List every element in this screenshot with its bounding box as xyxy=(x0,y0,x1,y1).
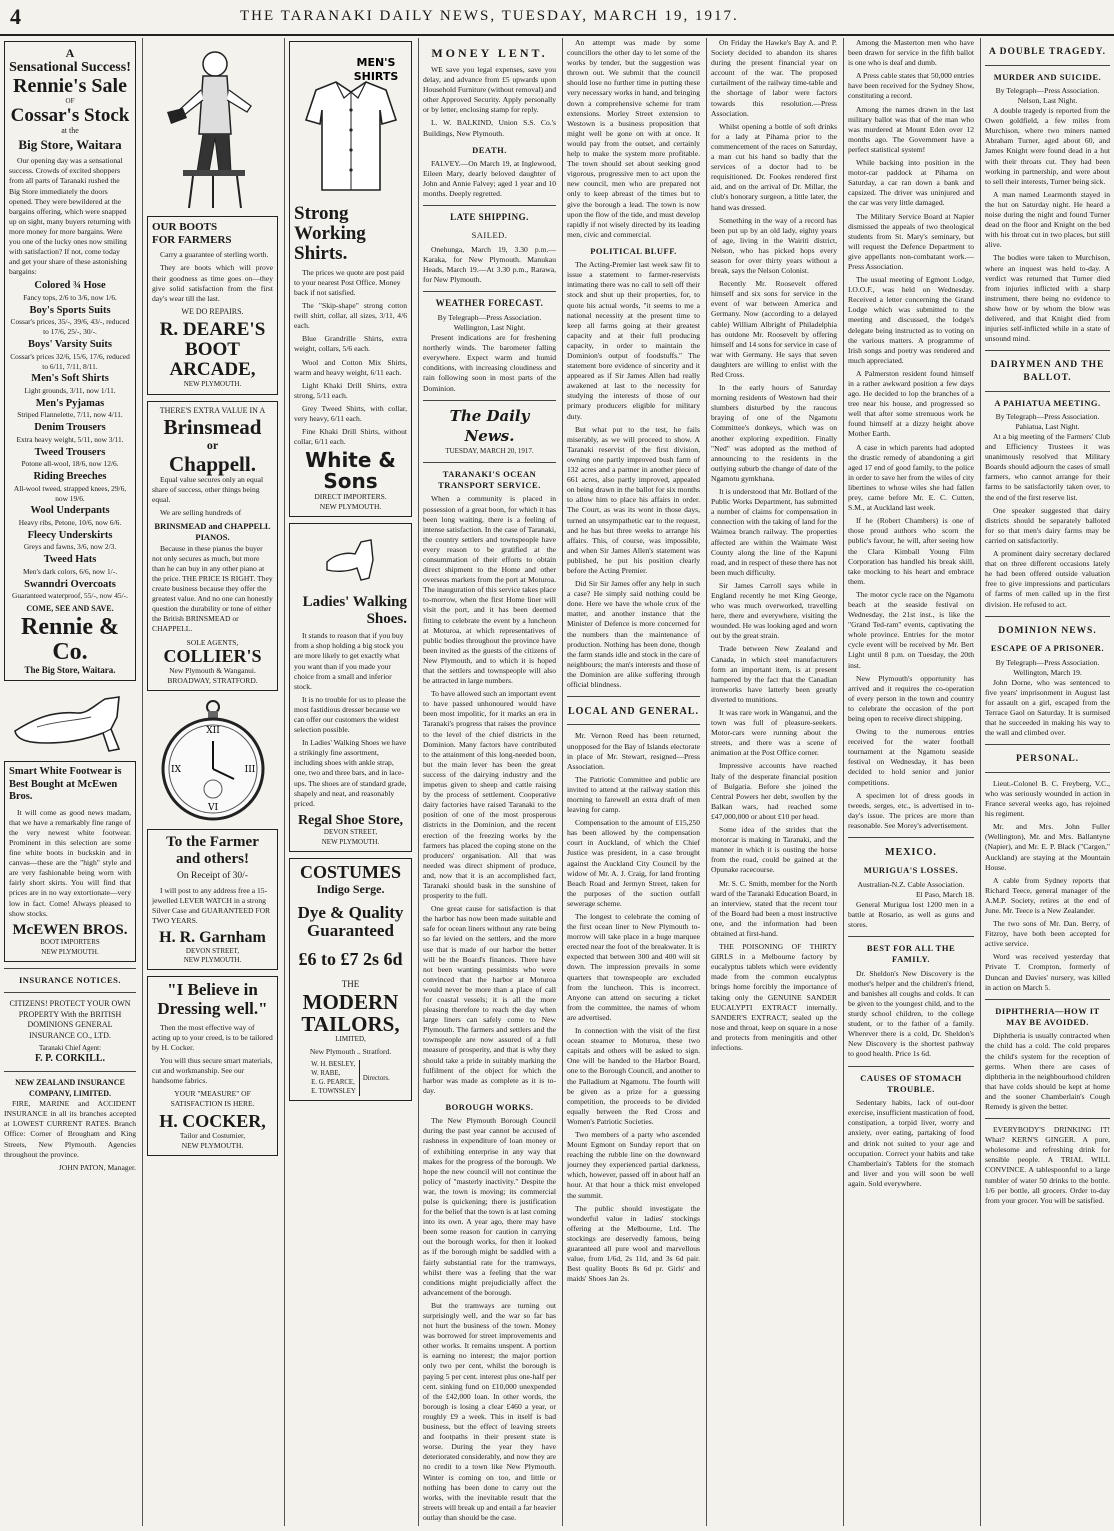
news-paragraph: New Plymouth's opportunity has arrived and it requires the co-operation of every person in the town and country to celebrate the occasion of the port being open to receive direct shipping. xyxy=(848,673,974,723)
insurance-agent: F. P. CORKILL. xyxy=(34,1052,106,1064)
dairymen-paragraph: A prominent dairy secretary declared that on three different occasions lately he had been offered outside valuation free to give impressions and particulars of farms of men called up in the first division. He refused to act. xyxy=(985,549,1110,609)
news-paragraph: On Friday the Hawke's Bay A. and P. Society decided to abandon its shares during the present financial year on account of the war. The proposed curtailment of the railway time-table and the shortage of labor were factors towards this resolution.—Press Association. xyxy=(711,38,837,118)
personal-paragraph: Word was received yesterday that Private T. Crompton, formerly of Duncan and Davies' nursery, was killed in action on March 5. xyxy=(985,952,1110,992)
local-paragraph: In connection with the visit of the first ocean steamer to Moturoa, these two capitals and others will be asked to sign. One will be handed to the Harbor Board, one to the Borough Council, and another to the Palladium at Ngamotu. The fourth will be given as a prize for a guessing competition, the proceeds to be divided equally between the Red Cross and Women's Patriotic Societies. xyxy=(567,1026,700,1126)
divider xyxy=(423,291,556,292)
white-lead: The prices we quote are post paid to your nearest Post Office. Money back if not satisfied. xyxy=(294,267,405,297)
collier-chappell: Chappell. xyxy=(169,451,256,476)
local-paragraph: Two members of a party who ascended Mount Egmont on Sunday report that on reaching the rubble line on the downward journey they experienced partial darkness, which, however, passed off in about half an hour. At that hour a thick mist enveloped the summit. xyxy=(567,1129,700,1200)
divider xyxy=(985,616,1110,617)
cocker-motto: YOUR "MEASURE" OF SATISFACTION IS HERE. xyxy=(170,1089,255,1109)
newspaper-title: THE TARANAKI DAILY NEWS, TUESDAY, MARCH 19, 1917. xyxy=(240,8,739,24)
cocker-body2: You will thus secure smart materials, cut and workmanship. See our handsome fabrics. xyxy=(152,1056,273,1086)
divider xyxy=(4,968,136,969)
borough-paragraph: The New Plymouth Borough Council during the past year cannot be accused of rashness in expenditure of loan money or of exhibiting enterprise in any way that makes for the progress of the borough. We hope the new council will not continue the policy of "masterly inactivity." Despite the war, the town is moving; its commercial pulse is quickening; there is justification for the belief that the town is at last coming into its own. A year ago, there may have been some reason for caution in carrying out the borough works, for then it looked as if the borough might be saddled with a fairly substantial rate for the tramways, whilst there was a feeling that the war conditions might prejudicially affect the advancement of the borough. xyxy=(423,1116,556,1297)
svg-text:III: III xyxy=(244,765,255,776)
daily-news-date: TUESDAY, MARCH 20, 1917. xyxy=(445,446,534,455)
dairymen-byline: By Telegraph—Press Association. Pahiatua, Last Night. xyxy=(995,411,1100,431)
deare-name3: ARCADE, xyxy=(169,359,256,381)
divider xyxy=(985,744,1110,745)
shirt-illustration xyxy=(296,50,406,200)
big-store: Big Store, Waitara xyxy=(18,136,122,152)
garnham-name: H. R. Garnham xyxy=(159,929,266,947)
mexico-byline: Australian-N.Z. Cable Association. xyxy=(857,879,965,889)
rennie-co: Rennie & Co. xyxy=(21,613,119,665)
column-5 xyxy=(562,38,704,1526)
divider xyxy=(567,696,700,697)
column-2 xyxy=(142,38,282,1526)
news-paragraph: Sir James Carroll says while in England recently he met King George, who was much overworked, travelling here, there and everywhere, visiting the wounded. He was looking aged and worn out by the great strain. xyxy=(711,580,837,641)
cossars-stock: Cossar's Stock xyxy=(10,105,130,127)
shirts-label: SHIRTS xyxy=(353,70,398,83)
white-town: NEW PLYMOUTH. xyxy=(319,502,382,512)
dominion-byline: By Telegraph—Press Association. Wellington, March 19. xyxy=(995,657,1100,677)
local-paragraph: Compensation to the amount of £15,250 has been allowed by the compensation court in Auckland, of which the Chief Justice was president, in a case brought against the Auckland City Council by the widow of Mr. A. J. Craig, for land fronting Beach Road and Jermyn Street, taken for the purposes of the suction outfall sewerage scheme. xyxy=(567,818,700,908)
white-item: The "Skip-shape" strong cotton twill shirt, collar, all sizes, 3/11, 4/6 each. xyxy=(294,301,407,331)
cocker-name: H. COCKER, xyxy=(159,1111,266,1132)
director-name: E. G. PEARCE, xyxy=(311,1079,355,1087)
dairymen-heading: DAIRYMEN AND THE BALLOT. xyxy=(990,360,1105,383)
deare-head2: FOR FARMERS xyxy=(152,234,232,247)
white-item: Grey Tweed Shirts, with collar, very heavy, 6/11 each. xyxy=(294,403,407,424)
white-sons-advert xyxy=(289,41,412,517)
deare-town: NEW PLYMOUTH. xyxy=(183,380,242,389)
ocean-paragraph: When a community is placed in possession of a great boon, for which it has been long waiting, there is a feeling of intense satisfaction. In the case of Taranaki, the country settlers and townspeople have every reason to be gratified at the consummation of their efforts to obtain direct shipment to the Home and other overseas markets from the port at Moturoa. The inauguration of this service takes place to-morrow, when the first Home liner will visit the port, and it has been deemed fitting to celebrate the event by a luncheon at Moturoa, at which representatives of public bodies throughout the province have been invited as the guests of the citizens of New Plymouth, and to which it is hoped that the settlers and townspeople will also be attracted in large numbers. xyxy=(423,494,556,686)
collier-pianos: BRINSMEAD and CHAPPELL PIANOS. xyxy=(154,521,271,543)
divider xyxy=(423,205,556,206)
ocean-heading: TARANAKI'S OCEAN TRANSPORT SERVICE. xyxy=(438,468,541,491)
mexico-subheading: MURIGUA'S LOSSES. xyxy=(863,865,959,876)
svg-text:VI: VI xyxy=(207,803,218,814)
collier-body2: We are selling hundreds of xyxy=(160,507,242,517)
deare-advert xyxy=(147,216,278,395)
rennie-item: Swanndri Overcoats Guaranteed waterproof, 55/-, now 45/-. xyxy=(12,578,128,601)
regal-street: DEVON STREET, xyxy=(323,828,378,837)
white-strong: Strong Working Shirts. xyxy=(294,203,366,264)
divider xyxy=(985,999,1110,1000)
collier-towns: New Plymouth & Wanganui. xyxy=(169,666,256,676)
bootmaker-illustration xyxy=(153,42,273,212)
ocean-paragraph: To have allowed such an important event to have passed unhonoured would have been most impolitic, for it marks an era in Taranaki's progress that raises the province to the level of the chief districts in the Dominion. Many factors have contributed to the attainment of this long-needed boon, but the main lever has been the great success of the dairying industry and the impetus given to sheep and cattle raising by the process of settlement. Cooperative dairy factories have raised Taranaki to the position of one of the most prosperous districts in the Dominion, and the recent erection of the freezing works by the farmers has placed the coping stone on the producers' organisation. All that was needed was direct shipment of produce, and, now that it is an accomplished fact, Taranaki should bask in the sunshine of prosperity to the full. xyxy=(423,689,556,901)
garnham-town: NEW PLYMOUTH. xyxy=(183,956,242,965)
news-paragraph: If he (Robert Chambers) is one of those proud authors who scorn the public's favour, he will, after seeing how the Clara Kimball Young Film Corporation has handled his break skill, take mocking to his heart and embrace them. xyxy=(848,516,974,586)
rennie-store-footer: The Big Store, Waitara. xyxy=(24,665,116,676)
news-paragraph: Mr. S. C. Smith, member for the North ward of the Taranaki Education Board, in an interview, stated that the recent tour of the Board had been a most instructive one, and the information had been obtained at first-hand. xyxy=(711,878,837,938)
rennie-sensational: Sensational Success! xyxy=(9,60,131,76)
money-lent-heading: MONEY LENT. xyxy=(431,46,548,60)
garnham-advert xyxy=(147,829,278,970)
deare-name1: R. DEARE'S xyxy=(159,319,266,341)
news-paragraph: Whilst opening a bottle of soft drinks for a lady at Pihama prior to the commencement of the races on Saturday, a man cut his hand so badly that the services of a doctor had to be requisitioned. Dr. Fookes rendered first aid, and on the arrival of Dr. Millar, the club's honorary surgeon, a little later, the hand was dressed. xyxy=(711,121,837,212)
tragedy-paragraph: A double tragedy is reported from the Owen goldfield, a few miles from Murchison, where two miners named Abraham Turner, aged about 60, and James Knight were found dead in a hut with their throats cut. They had been working in partnership, and were about to sell their interests, Turner being sick. xyxy=(985,106,1110,186)
rennie-item: Tweed Trousers Potone all-wool, 18/6, now 12/6. xyxy=(21,446,119,469)
deare-name2: BOOT xyxy=(185,339,240,361)
bluff-paragraph: But what put to the test, he fails miserably, as we will proceed to show. A Taranaki reservist of the first division, owning one partly improved bush farm of 132 acres and a partner in another piece of 661 acres, also partly improved, appealed on being drawn in the ballot for six months to allow him to place his affairs in order. The Court, as was its wont in those days, turned an unsympathetic ear to the request, and he has but three weeks to arrange his affairs. This, of course, was impossible, and when Sir James Allen's statement was published, he put his position clearly before the Acting Premier. xyxy=(567,424,700,575)
news-paragraph: Impressive accounts have reached Italy of the desperate financial position of Bulgaria. Before she joined the Central Powers her debt, swollen by the Balkan wars, had reached some £47,000,000 or about £10 per head. xyxy=(711,761,837,821)
tragedy-paragraph: A man named Learmonth stayed in the hut on Saturday night. He heard a noise during the night and found Turner dead on the floor and Knight on the bed with his throat cut in two places, but still alive. xyxy=(985,189,1110,250)
deare-lead: Carry a guarantee of sterling worth. xyxy=(160,250,269,260)
bluff-paragraph: Did Sir Sir James offer any help in such a case? He simply said nothing could be done. Here we have the whole crux of the matter, and another instance that the Minister of Defence is more concerned for the numbers than the maintenance of production. Nothing has been done, though the farm stands idle and stock in the care of neighbours; the man's interests and those of the Dominion are alike suffering through official blindness. xyxy=(567,579,700,690)
stomach-body: Sedentary habits, lack of out-door exercise, insufficient mastication of food, constipation, a torpid liver, worry and anxiety, over eating, partaking of food and drink not suited to your age and occupation. Correct your habits and take Chamberlain's Tablets for the stomach and liver and you will soon be well again. Sold everywhere. xyxy=(848,1098,974,1188)
news-paragraph: It was rare work in Wanganui, and the town was full of pleasure-seekers. Motor-cars were running about the streets, and there was a scene of animation at the Post Office corner. xyxy=(711,708,837,758)
rennie-item: Wool Underpants Heavy ribs, Petone, 10/6, now 6/6. xyxy=(18,505,122,527)
director-name: W. H. BESLEY, xyxy=(311,1061,356,1069)
regal-name: Regal Shoe Store, xyxy=(297,812,404,828)
rennie-intro: Our opening day was a sensational success. Crowds of excited shoppers from all parts of Taranaki rushed the Big Store immediately the doors opened. They were bewildered at the bargains offering, which were snapped up on sight, many buyers returning with more money for more bargains. Were you one of the lucky ones now smiling with satisfaction? If not, come today and get your share of these astonishing bargains: xyxy=(9,156,131,277)
news-paragraph: Among the names drawn in the last military ballot was that of the man who was murdered at Mount Eden over 12 months ago. The Government have a perfect statistical system! xyxy=(848,104,974,154)
weather-heading: WEATHER FORECAST. xyxy=(435,297,544,308)
white-item: Blue Grandrille Shirts, extra weight, collars, 5/6 each. xyxy=(294,334,407,354)
mexico-body: General Murigua lost 1200 men in a battle at Rosario, as well as guns and stores. xyxy=(848,899,974,929)
mcewen-advert xyxy=(4,761,136,962)
rennie-item: Boys' Varsity Suits Cossar's prices 32/6, 15/6, 17/6, reduced to 6/11, 7/11, 8/11. xyxy=(10,339,130,371)
tailors-costumes: COSTUMES xyxy=(299,861,402,882)
death-body: FALVEY.—On March 19, at Inglewood, Eileen Mary, dearly beloved daughter of John and Annie Falvey; aged 1 year and 10 months. Deeply regretted. xyxy=(423,158,556,199)
news-paragraph: A Press cable states that 50,000 entries have been received for the Sydney Show, constituting a record. xyxy=(848,71,974,101)
director-name: E. TOWNSLEY xyxy=(311,1088,356,1096)
regal-body2: It is no trouble for us to please the most fastidious dresser because we can offer our customers the widest selection possible. xyxy=(294,694,406,735)
local-general-heading: LOCAL AND GENERAL. xyxy=(567,706,700,718)
tailors-modern: MODERN xyxy=(302,989,399,1014)
white-name: White & Sons xyxy=(305,448,396,494)
diphtheria-body: Diphtheria is usually contracted when the child has a cold. The cold prepares the child's system for the reception of germs. When there are cases of diphtheria in the neighbourhood children that have colds should be kept at home and the sooner Chamberlain's Cough Remedy is given the better. xyxy=(985,1031,1110,1112)
personal-heading: PERSONAL. xyxy=(1015,754,1080,765)
dominion-subheading: ESCAPE OF A PRISONER. xyxy=(990,643,1105,654)
family-body: Dr. Sheldon's New Discovery is the mother's helper and the children's friend, and banishes all coughs and colds. It can be given to the youngest child, and to the sturdy school children, to the college student, or to the father of a family. Wherever there is a cold, Dr. Sheldon's New Discovery is the shortest pathway to good health. Price 1s 6d. xyxy=(848,968,974,1059)
news-paragraph: A case in which parents had adopted the drastic remedy of abandoning a girl aged 17 end of good family, to the police in order to save her from the wiles of city libertines to whose wiles she had fallen prey, came before Mr. E. C. Cutten, S.M., at Auckland last week. xyxy=(848,442,974,513)
rennie-at-the: at the xyxy=(61,126,79,136)
mcewen-name: McEWEN BROS. xyxy=(12,921,128,938)
tailors-guaranteed: Guaranteed xyxy=(307,920,394,940)
news-paragraph: Something in the way of a record has been put up by an old lady, eighty years of age, living in the Wairiti district, Nelson, who has picked hops every season for over thirty years without a break, says the Nelson Colonist. xyxy=(711,215,837,276)
shipping-sailed: SAILED. xyxy=(471,230,508,241)
weather-byline: By Telegraph—Press Association. Wellington, Last Night. xyxy=(437,312,542,332)
nz-insurance-name: NEW ZEALAND INSURANCE COMPANY, LIMITED. xyxy=(15,1077,125,1098)
tailors-towns: New Plymouth .. Stratford. xyxy=(309,1047,392,1057)
tailors-indigo: Indigo Serge. xyxy=(316,881,385,896)
bluff-heading: POLITICAL BLUFF. xyxy=(590,245,677,256)
cocker-sub: Tailor and Costumier, xyxy=(179,1131,246,1141)
news-paragraph: A specimen lot of dress goods in tweeds, serges, etc., is advertised in to-day's issue. The prices are more than reasonable. See Morey's advertisement. xyxy=(848,790,974,830)
insurance-heading: INSURANCE NOTICES. xyxy=(18,974,122,985)
tragedy-subheading: MURDER AND SUICIDE. xyxy=(993,71,1102,82)
news-paragraph: Recently Mr. Roosevelt offered himself and six sons for service in the event of war between America and Germany. Now (according to a delayed cable) William Albright of Philadelphia has outdone Mr. Roosevelt by offering himself and 14 sons for service in case of war with Germany. He says that seven daughters are willing to enlist with the Red Cross. xyxy=(711,279,837,379)
column-3 xyxy=(284,38,416,1526)
tailors-tailors: TAILORS, xyxy=(301,1011,400,1036)
news-paragraph: Trade between New Zealand and Canada, in which steel manufacturers form an important item, is at present hampered by the fact that the Canadian ironworks have latterly been greatly diverted to munitions. xyxy=(711,644,837,704)
ocean-paragraph: One great cause for satisfaction is that the harbor has now been made suitable and safe for ocean liners without any rate being so far levied on the settlers, and the more use that is made of our harbor the better will be the Board's finances. There have not been wanting pessimists who were convinced that the harbor at Moturoa would never be more than a place of call for coastal vessels; it is all the more pleasing therefore to reach the day when large liners can safely come to New Plymouth. The farmers and settlers and the townspeople are now assured of a full measure of prosperity, and that is why they should take a pride in suitably marking the fulfilment of the object for which the harbor was made as complete as it is to-day. xyxy=(423,904,556,1095)
news-paragraph: Owing to the numerous entries received for the water football tournament at the Ngamotu seaside festival on Wednesday, it has been decided to hold senior and junior competitions. xyxy=(848,727,974,787)
tailors-dye: Dye & Quality xyxy=(297,903,404,923)
rennie-come: COME, SEE AND SAVE. xyxy=(26,604,114,614)
dominion-heading: DOMINION NEWS. xyxy=(998,625,1097,636)
nz-insurance-manager: JOHN PATON, Manager. xyxy=(58,1162,136,1172)
mexico-dateline: El Paso, March 18. xyxy=(916,889,974,899)
local-paragraph: The Patriotic Committee and public are invited to attend at the railway station this morning to farewell an extra draft of men leaving for camp. xyxy=(567,774,700,815)
tragedy-paragraph: The bodies were taken to Murchison, where an inquest was held to-day. A verdict was returned that Turner died from injuries inflicted with a sharp instrument, there being no evidence to show how or by whom the blow was delivered, and that Knight died from injuries self-inflicted while in a state of unsound mind. xyxy=(985,253,1110,344)
regal-body1: It stands to reason that if you buy from a shop holding a big stock you are more likely to get exactly what you want than if you made your choice from a small and inferior stock. xyxy=(294,631,404,691)
page-number: 4 xyxy=(10,4,21,29)
rennie-advert xyxy=(4,41,136,681)
news-paragraph: THE POISONING OF THIRTY GIRLS in a Melbourne factory by eucalyptus tablets which were evidently made from the common eucalyptus brings home forcibly the importance of taking only the GENUINE SANDER EUCALYPTI EXTRACT internally. SANDER'S EXTRACT, sealed up the nose and throat, keep on square in a nose and protects from meningitis and other infections. xyxy=(711,942,837,1052)
dairymen-paragraph: At a big meeting of the Farmers' Club and Efficiency Trustees it was unanimously resolved that Military Boards should adjourn the cases of small farmers, who cannot arrange for their farms to be satisfactorily taken over, to the end of the first reserve list. xyxy=(985,432,1110,502)
deare-repairs: WE DO REPAIRS. xyxy=(181,306,244,316)
garnham-head2: and others! xyxy=(176,850,249,867)
news-paragraph: A Palmerston resident found himself in a rather awkward position a few days ago. He decided to lop the branches of a tree near his house, and progressed so well that after some strenuous work he found himself at a dizzy height above Mother Earth. xyxy=(848,368,974,439)
svg-text:IX: IX xyxy=(170,765,181,776)
regal-head: Ladies' Walking Shoes. xyxy=(302,594,407,627)
white-item: Fine Khaki Drill Shirts, without collar, 6/11 each. xyxy=(294,427,407,447)
local-paragraph: The public should investigate the wonderful value in ladies' stockings offering at the Melbourne, Ltd. The stockings are deservedly famous, being guaranteed all pure wool and marvellous value, from 1/6d, 2s 11d, and 3s 6d pair. Best quality Boots 8s 6d pr. Girls' and maids' Shoes Jan 2s. xyxy=(567,1203,700,1284)
cocker-advert xyxy=(147,976,278,1156)
mcewen-sub1: BOOT IMPORTERS xyxy=(40,938,100,947)
garnham-head1: To the Farmer xyxy=(166,834,259,851)
mcewen-sub2: NEW PLYMOUTH. xyxy=(41,947,99,956)
garnham-offer: On Receipt of 30/- xyxy=(177,871,248,882)
dairymen-paragraph: One speaker suggested that dairy districts should be separately balloted for so that men's dairy farms may be carried on satisfactorily. xyxy=(985,505,1110,545)
news-paragraph: The motor cycle race on the Ngamotu beach at the seaside festival on Wednesday, the 21st inst., is like the "Grand Ted-ram" events, captivating the whole province. Entries for the motor cycle event will be received by Mr. Bert Light until 8 p.m. on Tuesday, the 20th inst. xyxy=(848,589,974,670)
collier-name: COLLIER'S xyxy=(163,646,262,667)
bluff-paragraph: The Acting-Premier last week saw fit to issue a statement to farmer-reservists intimating there was no call to sell off their stock and shut up their properties, for, to quote his actual words, "it seems to me a national necessity at the present time to keep all farms going at their greatest capacity and at their full producing capacity, in order to maintain the Dominion's output of foodstuffs." The statement bore evidence of sincerity and it appeared as if Sir James Allen had really awakened at last to the necessity for studying the interests of those of our primary producers eligible for military duty. xyxy=(567,260,700,421)
collier-agents: SOLE AGENTS, xyxy=(186,637,239,647)
rennie-item: Tweed Hats Men's dark colors, 6/6, now 1/-. xyxy=(22,554,118,576)
news-paragraph: It is understood that Mr. Bollard of the Public Works Department, has submitted a number of claims for compensation in connection with the taking of land for the Waimea branch railway. The properties affected are within the Waimate West County along the line of the Kapuni road, and in respect of these there has not been much difficulty. xyxy=(711,487,837,577)
divider xyxy=(567,724,700,725)
divider xyxy=(423,400,556,401)
mcewen-headline: Smart White Footwear is Best Bought at McEwen Bros. xyxy=(9,765,122,803)
ladies-shoe-illustration xyxy=(7,687,133,757)
white-item: Wool and Cotton Mix Shirts, warm and heavy weight, 6/11 each. xyxy=(294,357,407,377)
ginger-advert: EVERYBODY'S DRINKING IT! What? KERN'S GINGER. A pure, wholesome and refreshing drink for sensible people. A TRIAL WILL CONVINCE. A tablespoonful to a large tumbler of water 50 drinks to the bottle. 1/6 per bottle, all grocers. Order to-day from your grocer. You will be satisfied. xyxy=(985,1125,1110,1205)
divider xyxy=(848,837,974,838)
rennie-item: Men's Pyjamas Striped Flannelette, 7/11, now 4/11. xyxy=(17,397,123,420)
death-heading: DEATH. xyxy=(472,144,507,155)
money-lent-name: L. W. BALKIND, Union S.S. Co.'s Buildings, New Plymouth. xyxy=(423,118,556,138)
local-paragraph: The longest to celebrate the coming of the first ocean liner to New Plymouth to-morrow will take place in a huge marquee erected near the foot of the breakwater. It is expected that between 300 and 400 will sit down. The impression prevails in some quarters that townspeople are excluded from the luncheon. This is incorrect. Anyone can attend on securing a ticket from the committee, the names of whom are advertised. xyxy=(567,912,700,1022)
diphtheria-heading: DIPHTHERIA—HOW IT MAY BE AVOIDED. xyxy=(995,1005,1100,1028)
divider xyxy=(423,462,556,463)
shipping-body: Onehunga, March 19, 3.30 p.m.—Karaka, for New Plymouth. Manukau Heads, March 19.—At 3.30 p.m., Rarawa, for New Plymouth. xyxy=(423,244,556,284)
column-1 xyxy=(0,38,140,1526)
weather-body: Present indications are for freshening northerly winds. The barometer falling everywhere. Expect warm and humid conditions, with increasing cloudiness and rain following soon in most parts of the Dominion. xyxy=(423,333,556,393)
news-paragraph: In the early hours of Saturday morning residents of Westown had their slumbers disturbed by the raucous braying of one of the Ngamotu Committee's donkeys, which was on another exploring expedition. Finally "Ned" was adopted as the method of announcing to the residents in the outlying suburb the change of date of the Ngamotu gymkhana. xyxy=(711,383,837,483)
shipping-heading: LATE SHIPPING. xyxy=(450,212,529,223)
cocker-town: NEW PLYMOUTH. xyxy=(181,1141,244,1151)
rennie-item: Boy's Sports Suits Cossar's prices, 35/-, 39/6, 43/-, reduced to 17/6, 25/-, 30/-. xyxy=(10,304,130,337)
collier-body1: Equal value secures only an equal share of success, other things being equal. xyxy=(152,474,264,504)
news-paragraph: Among the Masterton men who have been drawn for service in the fifth ballot is one who is deaf and dumb. xyxy=(848,38,974,68)
regal-body3: In Ladies' Walking Shoes we have a strikingly fine assortment, including shoes with ankle strap, one, two and three bars, and in lace-ups. The shoes are of standard grade, shapely and neat, and reasonably priced. xyxy=(294,738,407,808)
deare-body: They are boots which will prove their goodness as time goes on—they give solid satisfaction from the first day's wear till the last. xyxy=(152,263,273,303)
divider xyxy=(848,1066,974,1067)
borough-heading: BOROUGH WORKS. xyxy=(445,1101,534,1112)
column-4 xyxy=(418,38,560,1526)
family-heading: BEST FOR ALL THE FAMILY. xyxy=(866,943,956,965)
divider xyxy=(985,350,1110,351)
tailors-directors xyxy=(294,1060,407,1096)
divider xyxy=(985,391,1110,392)
collier-street: BROADWAY, STRATFORD. xyxy=(167,676,258,686)
rennie-a: A xyxy=(65,46,75,60)
divider xyxy=(4,1071,136,1072)
news-paragraph: Some idea of the strides that the motorcar is making in Taranaki, and the manner in which it is ousting the horse from the road, could be gained at the Opunake racecourse. xyxy=(711,825,837,875)
garnham-body: I will post to any address free a 15-jewelled LEVER WATCH in a strong Silver Case and GUARANTEED FOR TWO YEARS. xyxy=(152,885,271,926)
modern-tailors-advert xyxy=(289,858,412,1101)
personal-paragraph: Mr. and Mrs. John Fuller (Wellington), Mr. and Mrs. Ballantyne (Napier), and Mr. E. P. Black ("Cargen," Auckland) are staying at the Mountain House. xyxy=(985,822,1110,872)
collier-lead: THERE'S EXTRA VALUE IN A xyxy=(159,405,266,415)
daily-news-nameplate: The Daily News. xyxy=(449,406,530,445)
insurance-citizens: CITIZENS! PROTECT YOUR OWN PROPERTY With the BRITISH DOMINIONS GENERAL INSURANCE CO., LTD. xyxy=(9,999,131,1041)
collier-or: or xyxy=(206,438,219,453)
regal-advert xyxy=(289,523,412,852)
cocker-body1: Then the most effective way of acting up to your creed, is to be tailored by H. Cocker. xyxy=(152,1022,273,1053)
personal-paragraph: A cable from Sydney reports that Richard Teece, general manager of the A.M.P. Society, retires at the end of June. Mr. Teece is a New Zealander. xyxy=(985,875,1110,916)
personal-paragraph: The two sons of Mr. Dan. Berry, of Fitzroy, have both been accepted for active service. xyxy=(985,919,1110,949)
mens-label: MEN'S xyxy=(356,56,395,69)
cocker-head: "I Believe in Dressing well." xyxy=(157,980,268,1019)
rennie-item: Men's Soft Shirts Light grounds, 3/11, now 1/11. xyxy=(24,373,116,395)
rennie-item: Fleecy Underskirts Greys and fawns, 3/6, now 2/3. xyxy=(23,529,117,552)
pocket-watch-illustration xyxy=(158,697,268,825)
borough-continued: An attempt was made by some councillors the other day to let some of the works by tender, but the suggestion was thrown out. We submit that the council should lose no further time in putting these very necessary works in hand, and bringing down a comprehensive scheme for tram extensions. Morley Street extension to Westown is a business proposition that might well be gone on with at once. It would pay from the outset, and certainly help to make the system more profitable. The town should set about seeking good vigorous, progressive men to act upon the new council, men who are prepared not only to keep abreast of the times but to give the borough a lead. The town is now upon the flow of the tide, and must develop rapidly if not wisely directed by its leading men, civic and commercial. xyxy=(567,38,700,239)
tragedy-byline: By Telegraph—Press Association. Nelson, Last Night. xyxy=(995,85,1100,106)
white-items xyxy=(294,301,407,447)
mcewen-body: It will come as good news madam, that we have a remarkably fine range of the very newest white footwear. Prominent in this selection are some fine white boots in buckskin and in canvas—these are the "high" style and are very fashionable being worn with fairly short skirts. You will find that prices are in no way extortionate—very low in fact. Come! Always pleased to show stocks. xyxy=(9,807,131,918)
white-item: Light Khaki Drill Shirts, extra strong, 5/11 each. xyxy=(294,380,407,400)
collier-advert xyxy=(147,401,278,692)
rennie-item: Riding Breeches All-wool tweed, strapped knees, 29/6, now 19/6. xyxy=(13,471,127,503)
tailors-price: £6 to £7 2s 6d xyxy=(298,948,403,969)
mexico-heading: MEXICO. xyxy=(885,847,937,859)
collier-body3: Because in these pianos the buyer not only secures as much, but more than he can buy in any other piano at the price. THE PRICE IS RIGHT. They create business because they offer the greatest value. And no one can honestly question the durability or tone of either the British BRINSMEAD or CHAPPELL. xyxy=(152,543,273,634)
money-lent-body: WE save you legal expenses, save you delay, and advance from £5 upwards upon Household Furniture (without removal) and other Approved Security. Apply personally or by letter, enclosing stamp for reply. xyxy=(423,64,556,115)
column-7 xyxy=(843,38,978,1526)
dairymen-subheading: A PAHIATUA MEETING. xyxy=(994,397,1101,408)
divider xyxy=(848,936,974,937)
rennie-item-list xyxy=(9,280,131,601)
nz-insurance-body: FIRE, MARINE and ACCIDENT INSURANCE in all its branches accepted at LOWEST CURRENT RATES. Branch Office: Corner of Brougham and King Streets, New Plymouth. Agencies throughout the province. xyxy=(4,1099,136,1159)
column-6 xyxy=(706,38,841,1526)
tragedy-heading: A DOUBLE TRAGEDY. xyxy=(988,47,1107,57)
garnham-street: DEVON STREET, xyxy=(185,946,240,955)
news-paragraph: While backing into position in the motor-car paddock at Pihama on Saturday, a car ran down a bank and capsized. The driver was uninjured and the car was very little damaged. xyxy=(848,158,974,208)
column-8 xyxy=(980,38,1114,1526)
deare-head1: OUR BOOTS xyxy=(152,221,218,233)
news-paragraph: The usual meeting of Egmont Lodge, I.O.O.F., was held on Wednesday. Received a letter concerning the Grand Lodge which was submitted to the meeting and discussed, the lodge's delegate being instructed as to voting on the various matters. A programme of Irish songs and poetry was rendered and much appreciated. xyxy=(848,275,974,365)
directors-label: Directors. xyxy=(362,1074,390,1082)
tailors-the: THE xyxy=(341,978,360,989)
svg-text:XII: XII xyxy=(205,726,220,737)
rennie-item: Denim Trousers Extra heavy weight, 5/11, now 3/11. xyxy=(16,422,124,444)
news-paragraph: The Military Service Board at Napier dismissed the appeals of two theological students from St. Mary's seminary, but will request the Defence Department to give appellants non-combatant work.—Press Association. xyxy=(848,211,974,271)
divider xyxy=(985,772,1110,773)
masthead xyxy=(0,0,1114,36)
divider xyxy=(985,1118,1110,1119)
local-paragraph: Mr. Vernon Reed has been returned, unopposed for the Bay of Islands electorate in place of Mr. Stewart, resigned—Press Association. xyxy=(567,731,700,771)
dominion-body: John Dorne, who was sentenced to five years' imprisonment in August last for assault on a girl, escaped from the Terrace Gaol on Saturday. It is surmised that he succeeded in making his way to the wall and climbed over. xyxy=(985,677,1110,738)
personal-paragraph: Lieut.-Colonel B. C. Freyberg, V.C., who was seriously wounded in action in France several weeks ago, has rejoined his regiment. xyxy=(985,778,1110,819)
white-sub: DIRECT IMPORTERS. xyxy=(314,492,387,502)
regal-town: NEW PLYMOUTH. xyxy=(321,837,380,846)
rennie-item: Colored ¾ Hose Fancy tops, 2/6 to 3/6, now 1/6. xyxy=(23,280,117,302)
borough-paragraph: But the tramways are turning out surprisingly well, and the war so far has not hurt the business of the town. Money was borrowed for street improvements and other works. It remains unspent. A portion is earning no interest; the major portion only two per cent, whilst the borough is paying 5 per cent. interest plus one-half per cent. sinking fund on £10,000 unexpended of the £42,000 loan. In other words, the borough is losing a clear £460 a year, or roughly £9 a week. This in itself is bad business, but the effect of leaving streets and footpaths in their present state is worse. During the year they have deteriorated considerably, and now they are no credit to a town like New Plymouth. Winter is coming on too, and little or nothing has been done to carry out the works, with the inevitable result that the streets will break up and entail a far heavier outlay than should be the case. xyxy=(423,1300,556,1522)
tailors-limited: LIMITED, xyxy=(335,1034,366,1043)
stomach-heading: CAUSES OF STOMACH TROUBLE. xyxy=(860,1072,962,1094)
walking-shoe-illustration xyxy=(321,532,381,590)
rennie-sale: Rennie's Sale xyxy=(13,74,127,97)
collier-brinsmead: Brinsmead xyxy=(163,415,262,440)
rennie-of: OF xyxy=(65,96,75,105)
director-name: W. RABE, xyxy=(311,1070,341,1078)
divider xyxy=(4,992,136,993)
divider xyxy=(985,65,1110,66)
insurance-agent-label: Taranaki Chief Agent: xyxy=(38,1043,102,1052)
